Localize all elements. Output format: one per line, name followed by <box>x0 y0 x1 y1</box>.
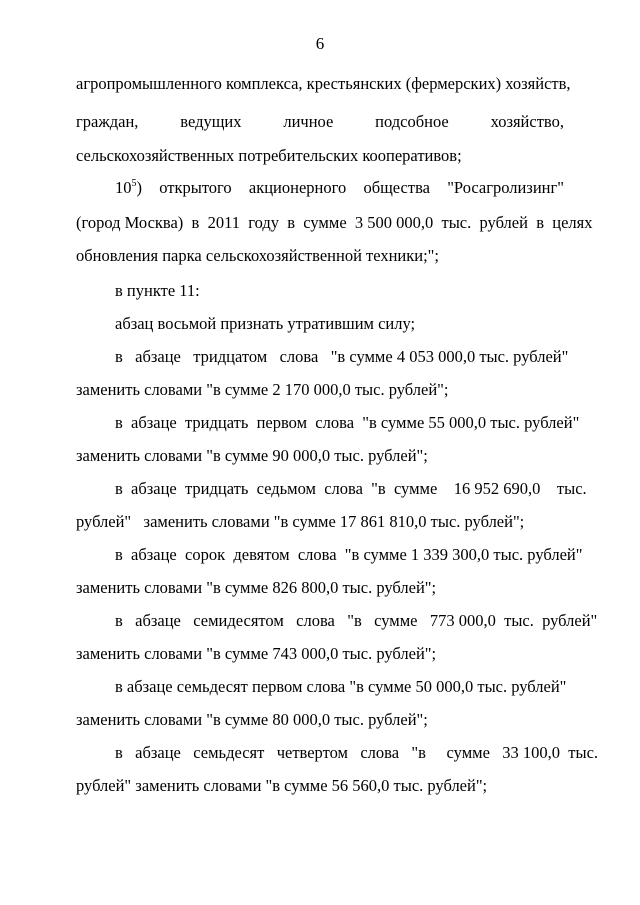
text-line: в абзаце сорок девятом слова "в сумме 1 339 300,0 тыс. рублей" <box>115 545 583 564</box>
text-line: заменить словами "в сумме 826 800,0 тыс. рублей"; <box>76 578 437 597</box>
word: открытого <box>159 178 232 197</box>
text-line-justified <box>76 112 564 132</box>
word: "Росагролизинг" <box>447 178 564 197</box>
text-line: заменить словами "в сумме 2 170 000,0 тыс. рублей"; <box>76 380 449 399</box>
text-line: рублей" заменить словами "в сумме 56 560,0 тыс. рублей"; <box>76 776 488 795</box>
text-line: абзац восьмой признать утратившим силу; <box>115 314 416 333</box>
text-line: в абзаце семьдесят четвертом слова "в сумме 33 100,0 тыс. <box>115 743 599 762</box>
item-number: $10^5$) <box>115 178 142 197</box>
word: ведущих <box>180 112 242 131</box>
text-line: обновления парка сельскохозяйственной техники;"; <box>76 246 439 265</box>
text-line: заменить словами "в сумме 80 000,0 тыс. рублей"; <box>76 710 428 729</box>
text-line: в абзаце тридцать седьмом слова "в сумме 16 952 690,0 тыс. <box>115 479 587 498</box>
text-line: агропромышленного комплекса, крестьянских (фермерских) хозяйств, <box>76 74 571 93</box>
word: общества <box>363 178 430 197</box>
text-line: сельскохозяйственных потребительских кооперативов; <box>76 146 462 165</box>
text-line: заменить словами "в сумме 90 000,0 тыс. рублей"; <box>76 446 428 465</box>
text-line: (город Москва) в 2011 году в сумме 3 500 000,0 тыс. рублей в целях <box>76 213 593 232</box>
page-number: 6 <box>315 34 325 53</box>
text-line: в абзаце тридцатом слова "в сумме 4 053 000,0 тыс. рублей" <box>115 347 569 366</box>
word: подсобное <box>375 112 449 131</box>
word: акционерного <box>248 178 347 197</box>
text-line: в пункте 11: <box>115 281 200 300</box>
text-line: рублей" заменить словами "в сумме 17 861 810,0 тыс. рублей"; <box>76 512 525 531</box>
text-line-justified <box>115 178 564 198</box>
text-line: в абзаце семьдесят первом слова "в сумме 50 000,0 тыс. рублей" <box>115 677 567 696</box>
word: хозяйство, <box>490 112 564 131</box>
word: личное <box>283 112 334 131</box>
text-line: в абзаце тридцать первом слова "в сумме 55 000,0 тыс. рублей" <box>115 413 580 432</box>
text-line: заменить словами "в сумме 743 000,0 тыс. рублей"; <box>76 644 437 663</box>
text-line: в абзаце семидесятом слова "в сумме 773 000,0 тыс. рублей" <box>115 611 598 630</box>
word: граждан, <box>76 112 139 131</box>
